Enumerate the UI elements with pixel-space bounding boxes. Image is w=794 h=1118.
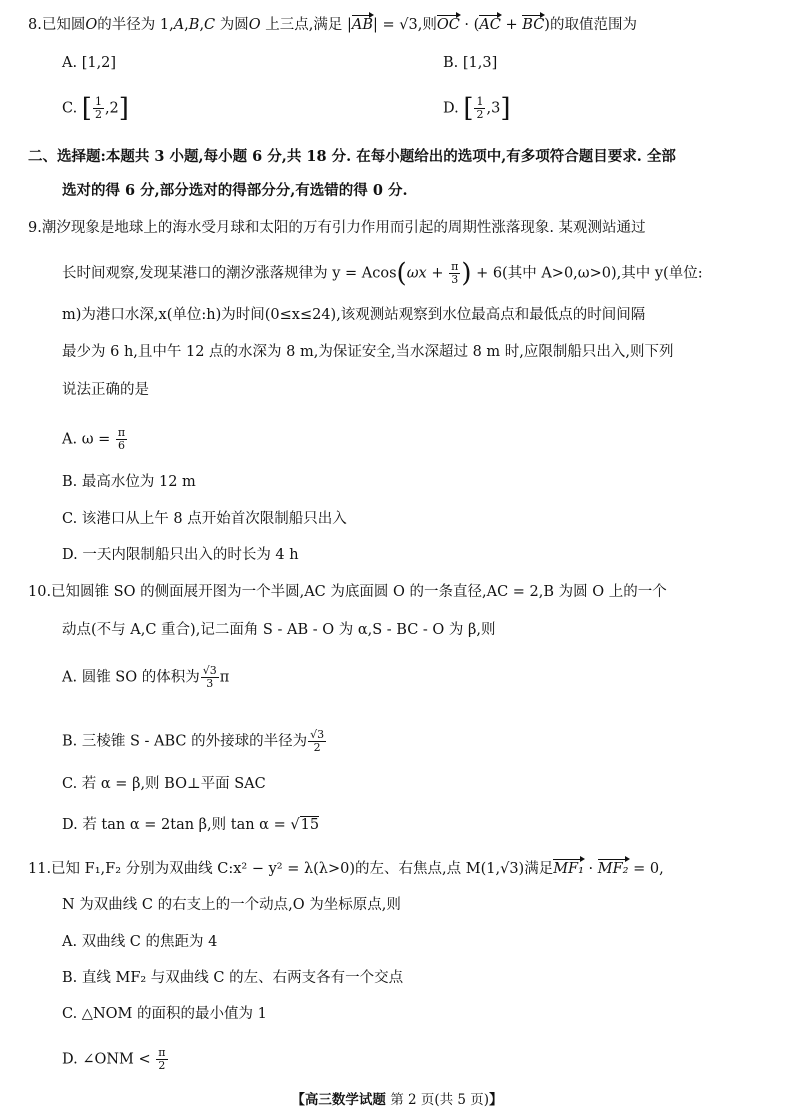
option-text: ,3 (486, 100, 501, 117)
option-text: A. ω = (62, 431, 115, 448)
fraction (449, 261, 460, 286)
q10-option-d (62, 814, 319, 836)
q11-option-d (62, 1047, 169, 1072)
q10-line2: 动点(不与 A,C 重合),记二面角 S - AB - O 为 α,S - BC - O 为 β,则 (62, 622, 496, 638)
vector-ab: AB (352, 14, 373, 36)
footer-page-number: 第 2 页(共 5 页) (385, 1092, 490, 1108)
denominator: 3 (451, 273, 459, 286)
fraction (308, 729, 326, 754)
page-footer (0, 1090, 794, 1110)
footer-title: 【高三数学试题 (291, 1092, 386, 1108)
vector-ac: AC (479, 14, 501, 36)
q9-line3: m)为港口水深,x(单位:h)为时间(0≤x≤24),该观测站观察到水位最高点和最低点的时间间隔 (62, 307, 646, 323)
q9-option-d: D. 一天内限制船只出入的时长为 4 h (62, 547, 299, 563)
vector-oc: OC (437, 14, 460, 36)
q8-text: | = √3,则 (373, 17, 437, 33)
denominator: 6 (118, 439, 125, 452)
option-text: B. 三棱锥 S - ABC 的外接球的半径为 (62, 733, 308, 750)
fraction (156, 1047, 167, 1072)
q11-text: 11.已知 F₁,F₂ 分别为双曲线 C:x² − y² = λ(λ>0)的左、右焦点,点 M(1,√3)满足 (28, 861, 554, 877)
option-text: π (219, 669, 230, 686)
bracket-open: [ (463, 93, 474, 124)
bracket-close: ] (500, 93, 511, 124)
denominator: 2 (158, 1059, 166, 1072)
q8-text: O (85, 17, 98, 33)
vector-mf2: MF₂ (598, 858, 629, 880)
q11-text: = 0, (628, 861, 664, 877)
q11-text: · (583, 861, 598, 877)
option-text: ,2 (104, 100, 119, 117)
q8-text: C (204, 17, 216, 33)
fraction (93, 96, 104, 121)
q8-text: O (248, 17, 261, 33)
q8-text: + (500, 17, 523, 33)
numerator: 1 (94, 95, 102, 108)
option-text: A. 圆锥 SO 的体积为 (62, 669, 200, 686)
denominator: 2 (476, 108, 484, 121)
option-text: D. 若 tan α = 2tan β,则 tan α = √ (62, 817, 300, 833)
q9-line1: 9.潮汐现象是地球上的海水受月球和太阳的万有引力作用而引起的周期性涨落现象. 某观测站通过 (28, 220, 646, 236)
q8-option-d (443, 93, 511, 124)
bracket-close: ] (118, 93, 129, 124)
q11-line2: N 为双曲线 C 的右支上的一个动点,O 为坐标原点,则 (62, 897, 401, 913)
fraction (201, 665, 219, 690)
q8-option-c (62, 93, 129, 124)
footer-bracket: 】 (489, 1092, 503, 1108)
q8-text: 8.已知圆 (28, 17, 86, 33)
q9-line5: 说法正确的是 (62, 382, 149, 398)
sqrt-radicand: 15 (300, 817, 320, 833)
q9-option-c: C. 该港口从上午 8 点开始首次限制船只出入 (62, 511, 347, 527)
q8-text: )的取值范围为 (544, 17, 637, 33)
section2-heading-line1: 二、选择题:本题共 3 小题,每小题 6 分,共 18 分. 在每小题给出的选项中,有多项符合题目要求. 全部 (28, 148, 676, 165)
q8-stem (28, 14, 637, 36)
q9-option-b: B. 最高水位为 12 m (62, 474, 196, 490)
q8-text: B (188, 17, 200, 33)
q11-option-a: A. 双曲线 C 的焦距为 4 (62, 934, 218, 950)
q11-line1 (28, 858, 664, 880)
q10-line1: 10.已知圆锥 SO 的侧面展开图为一个半圆,AC 为底面圆 O 的一条直径,AC = 2,B 为圆 O 上的一个 (28, 584, 667, 600)
option-label: D. (443, 100, 459, 117)
numerator: 1 (476, 95, 484, 108)
q10-option-b (62, 729, 327, 754)
paren-open: ( (396, 258, 407, 289)
numerator: π (451, 260, 459, 273)
q10-option-c: C. 若 α = β,则 BO⊥平面 SAC (62, 776, 266, 792)
q9-option-a (62, 427, 128, 452)
q11-option-b: B. 直线 MF₂ 与双曲线 C 的左、右两支各有一个交点 (62, 970, 404, 986)
numerator: √3 (310, 728, 325, 741)
option-text: D. ∠ONM < (62, 1051, 156, 1068)
paren-close: ) (461, 258, 472, 289)
q8-text: 为圆 (215, 17, 249, 33)
q11-option-c: C. △NOM 的面积的最小值为 1 (62, 1006, 267, 1022)
q8-text: A (173, 17, 185, 33)
denominator: 3 (206, 677, 214, 690)
vector-mf1: MF₁ (553, 858, 584, 880)
option-label: C. (62, 100, 78, 117)
vector-bc: BC (522, 14, 544, 36)
fraction (474, 96, 485, 121)
q10-option-a (62, 665, 229, 690)
denominator: 2 (313, 741, 321, 754)
q9-text: + 6(其中 A>0,ω>0),其中 y(单位: (471, 265, 703, 282)
fraction (116, 427, 127, 452)
q8-text: · ( (459, 17, 480, 33)
q9-text: ωx + (406, 265, 449, 282)
q8-text: 的半径为 1, (97, 17, 174, 33)
q8-text: 上三点,满足 | (260, 17, 352, 33)
q8-text: , (199, 17, 205, 33)
q8-option-a: A. [1,2] (62, 55, 117, 71)
q9-line4: 最少为 6 h,且中午 12 点的水深为 8 m,为保证安全,当水深超过 8 m 时,应限制船只出入,则下列 (62, 344, 674, 360)
q8-option-b: B. [1,3] (443, 55, 498, 71)
numerator: √3 (202, 664, 217, 677)
section2-heading-line2: 选对的得 6 分,部分选对的得部分分,有选错的得 0 分. (62, 182, 408, 199)
q8-text: , (184, 17, 189, 33)
numerator: π (158, 1046, 166, 1059)
q9-text: 长时间观察,发现某港口的潮汐涨落规律为 y = Acos (62, 265, 397, 282)
numerator: π (117, 426, 126, 439)
denominator: 2 (94, 108, 102, 121)
q9-line2 (62, 258, 703, 289)
bracket-open: [ (81, 93, 92, 124)
